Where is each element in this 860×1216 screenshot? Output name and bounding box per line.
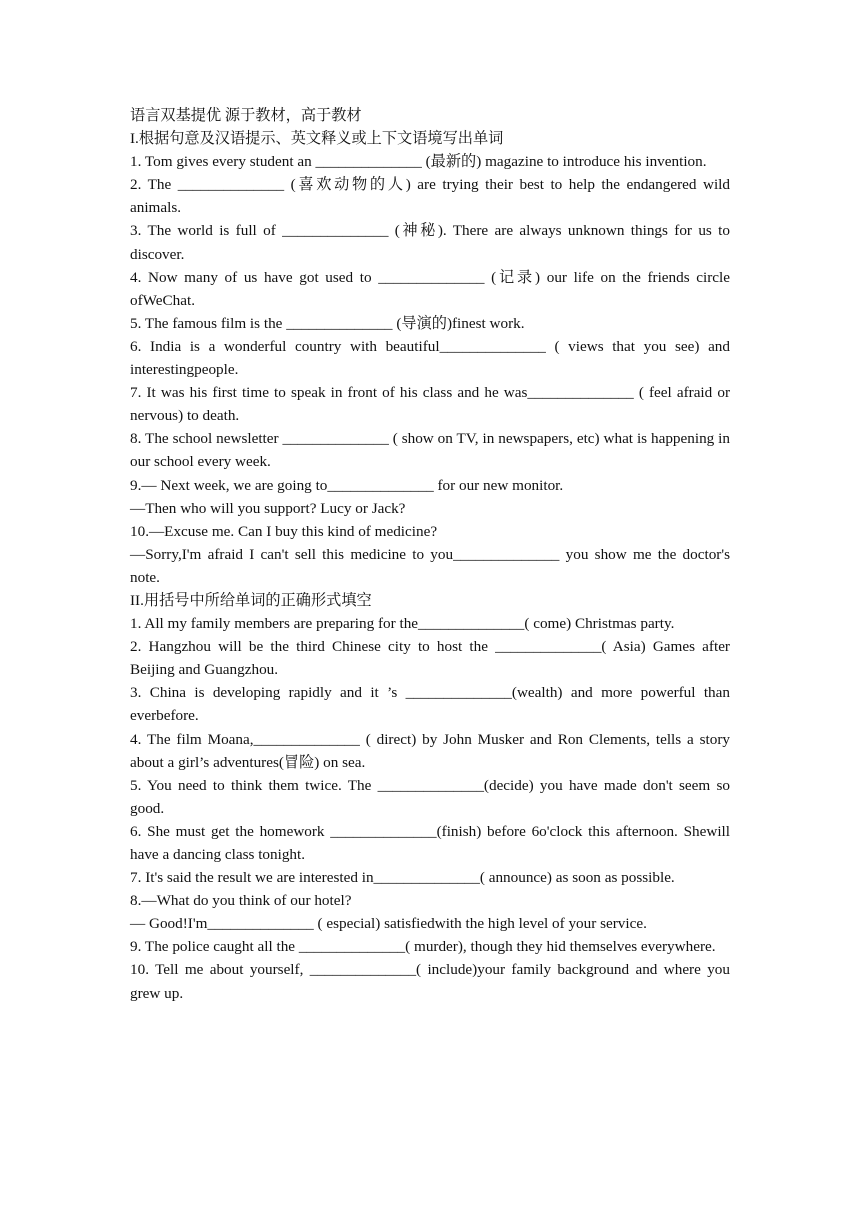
s1-item-9-reply: —Then who will you support? Lucy or Jack? [130, 499, 406, 517]
s2-item-4: 4. The film Moana,______________ ( direct) by John Musker and Ron Clements, tells a story about a girl’s adventures(冒险) on sea. [130, 730, 730, 771]
s1-item-6: 6. India is a wonderful country with beautiful______________ ( views that you see) and interestingpeople. [130, 337, 730, 379]
s2-item-3: 3. China is developing rapidly and it ’s ______________(wealth) and more powerful than everbefore. [130, 684, 730, 725]
s1-item-2: 2. The ______________ (喜欢动物的人) are trying their best to help the endangered wild animals. [130, 176, 730, 217]
s2-item-1: 1. All my family members are preparing for the______________( come) Christmas party. [130, 615, 675, 633]
s1-item-1: 1. Tom gives every student an ______________ (最新的) magazine to introduce his invention. [130, 153, 707, 171]
s1-item-10: 10.—Excuse me. Can I buy this kind of medicine? [130, 522, 438, 540]
s1-item-3: 3. The world is full of ______________ (神秘). There are always unknown things for us to discover. [130, 222, 730, 263]
s2-item-10: 10. Tell me about yourself, ______________( include)your family background and where you grew up. [130, 961, 730, 1002]
s2-item-9: 9. The police caught all the ______________( murder), though they hid themselves everywhere. [130, 938, 716, 956]
s1-item-4: 4. Now many of us have got used to ______________ (记录) our life on the friends circle ofWeChat. [130, 268, 730, 309]
s1-item-10-reply: —Sorry,I'm afraid I can't sell this medicine to you______________ you show me the doctor's note. [130, 545, 730, 586]
s2-item-5: 5. You need to think them twice. The ______________(decide) you have made don't seem so good. [130, 776, 730, 817]
s2-item-2: 2. Hangzhou will be the third Chinese city to host the ______________( Asia) Games after Beijing and Guangzhou. [130, 638, 730, 679]
s2-item-7: 7. It's said the result we are interested in______________( announce) as soon as possible. [130, 869, 675, 887]
worksheet-heading: 语言双基提优 源于教材，高于教材 [130, 107, 362, 124]
s2-item-8-reply: — Good!I'm______________ ( especial) satisfiedwith the high level of your service. [130, 915, 647, 933]
s2-item-8: 8.—What do you think of our hotel? [130, 892, 352, 910]
section-2-title: II.用括号中所给单词的正确形式填空 [130, 591, 372, 609]
s2-item-6: 6. She must get the homework ______________(finish) before 6o'clock this afternoon. Shewill have a dancing class tonight. [130, 822, 730, 863]
s1-item-8: 8. The school newsletter ______________ ( show on TV, in newspapers, etc) what is happening in our school every week. [130, 430, 730, 471]
section-1-title: I.根据句意及汉语提示、英文释义或上下文语境写出单词 [130, 130, 504, 148]
worksheet-page [130, 104, 730, 1005]
s1-item-7: 7. It was his first time to speak in front of his class and he was______________ ( feel afraid or nervous) to death. [130, 384, 730, 425]
s1-item-5: 5. The famous film is the ______________ (导演的)finest work. [130, 314, 525, 332]
s1-item-9: 9.— Next week, we are going to______________ for our new monitor. [130, 476, 564, 494]
